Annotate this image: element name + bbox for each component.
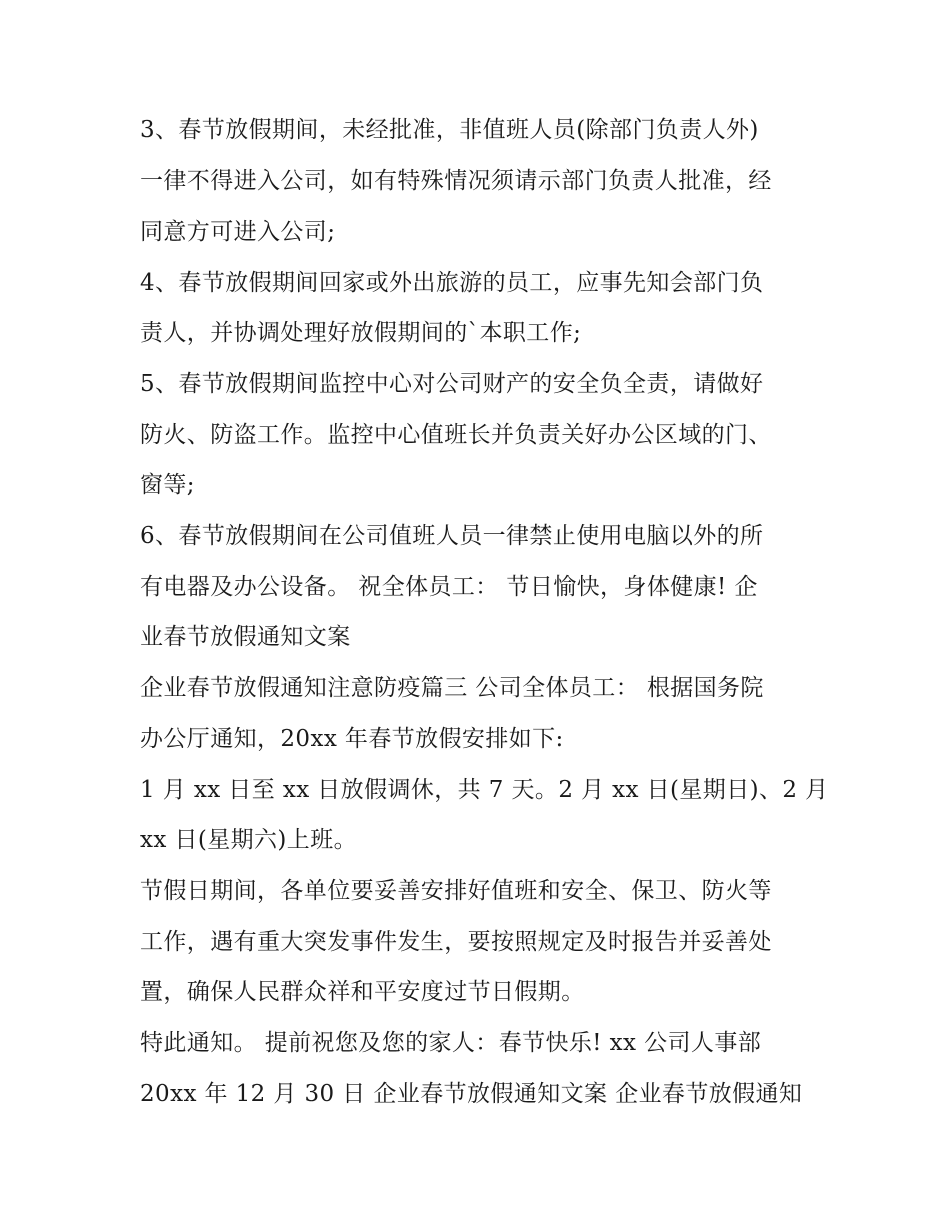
text-line: 同意方可进入公司;	[140, 219, 336, 245]
text-line: 窗等;	[140, 472, 195, 498]
text-line: 有电器及办公设备。 祝全体员工： 节日愉快，身体健康! 企	[140, 574, 758, 600]
text-line: 3、春节放假期间，未经批准，非值班人员(除部门负责人外)	[140, 117, 759, 143]
text-line: 5、春节放假期间监控中心对公司财产的安全负全责，请做好	[140, 371, 764, 397]
text-line: 置，确保人民群众祥和平安度过节日假期。	[140, 979, 585, 1005]
text-line: 办公厅通知，20xx 年春节放假安排如下:	[140, 726, 564, 752]
text-line: 节假日期间，各单位要妥善安排好值班和安全、保卫、防火等	[140, 878, 772, 904]
text-line: 6、春节放假期间在公司值班人员一律禁止使用电脑以外的所	[140, 523, 764, 549]
text-line: 1 月 xx 日至 xx 日放假调休，共 7 天。2 月 xx 日(星期日)、2 月	[140, 777, 829, 803]
text-line: 责人，并协调处理好放假期间的`本职工作;	[140, 320, 582, 346]
text-line: 防火、防盗工作。监控中心值班长并负责关好办公区域的门、	[140, 422, 772, 448]
text-line: 一律不得进入公司，如有特殊情况须请示部门负责人批准，经	[140, 168, 772, 194]
text-line: 20xx 年 12 月 30 日 企业春节放假通知文案 企业春节放假通知	[140, 1081, 803, 1107]
text-line: 业春节放假通知文案	[140, 624, 351, 650]
text-line: xx 日(星期六)上班。	[140, 827, 357, 853]
text-line: 企业春节放假通知注意防疫篇三 公司全体员工： 根据国务院	[140, 675, 764, 701]
text-line: 特此通知。 提前祝您及您的家人：春节快乐! xx 公司人事部	[140, 1030, 762, 1056]
text-line: 工作，遇有重大突发事件发生，要按照规定及时报告并妥善处	[140, 929, 772, 955]
text-line: 4、春节放假期间回家或外出旅游的员工，应事先知会部门负	[140, 270, 764, 296]
